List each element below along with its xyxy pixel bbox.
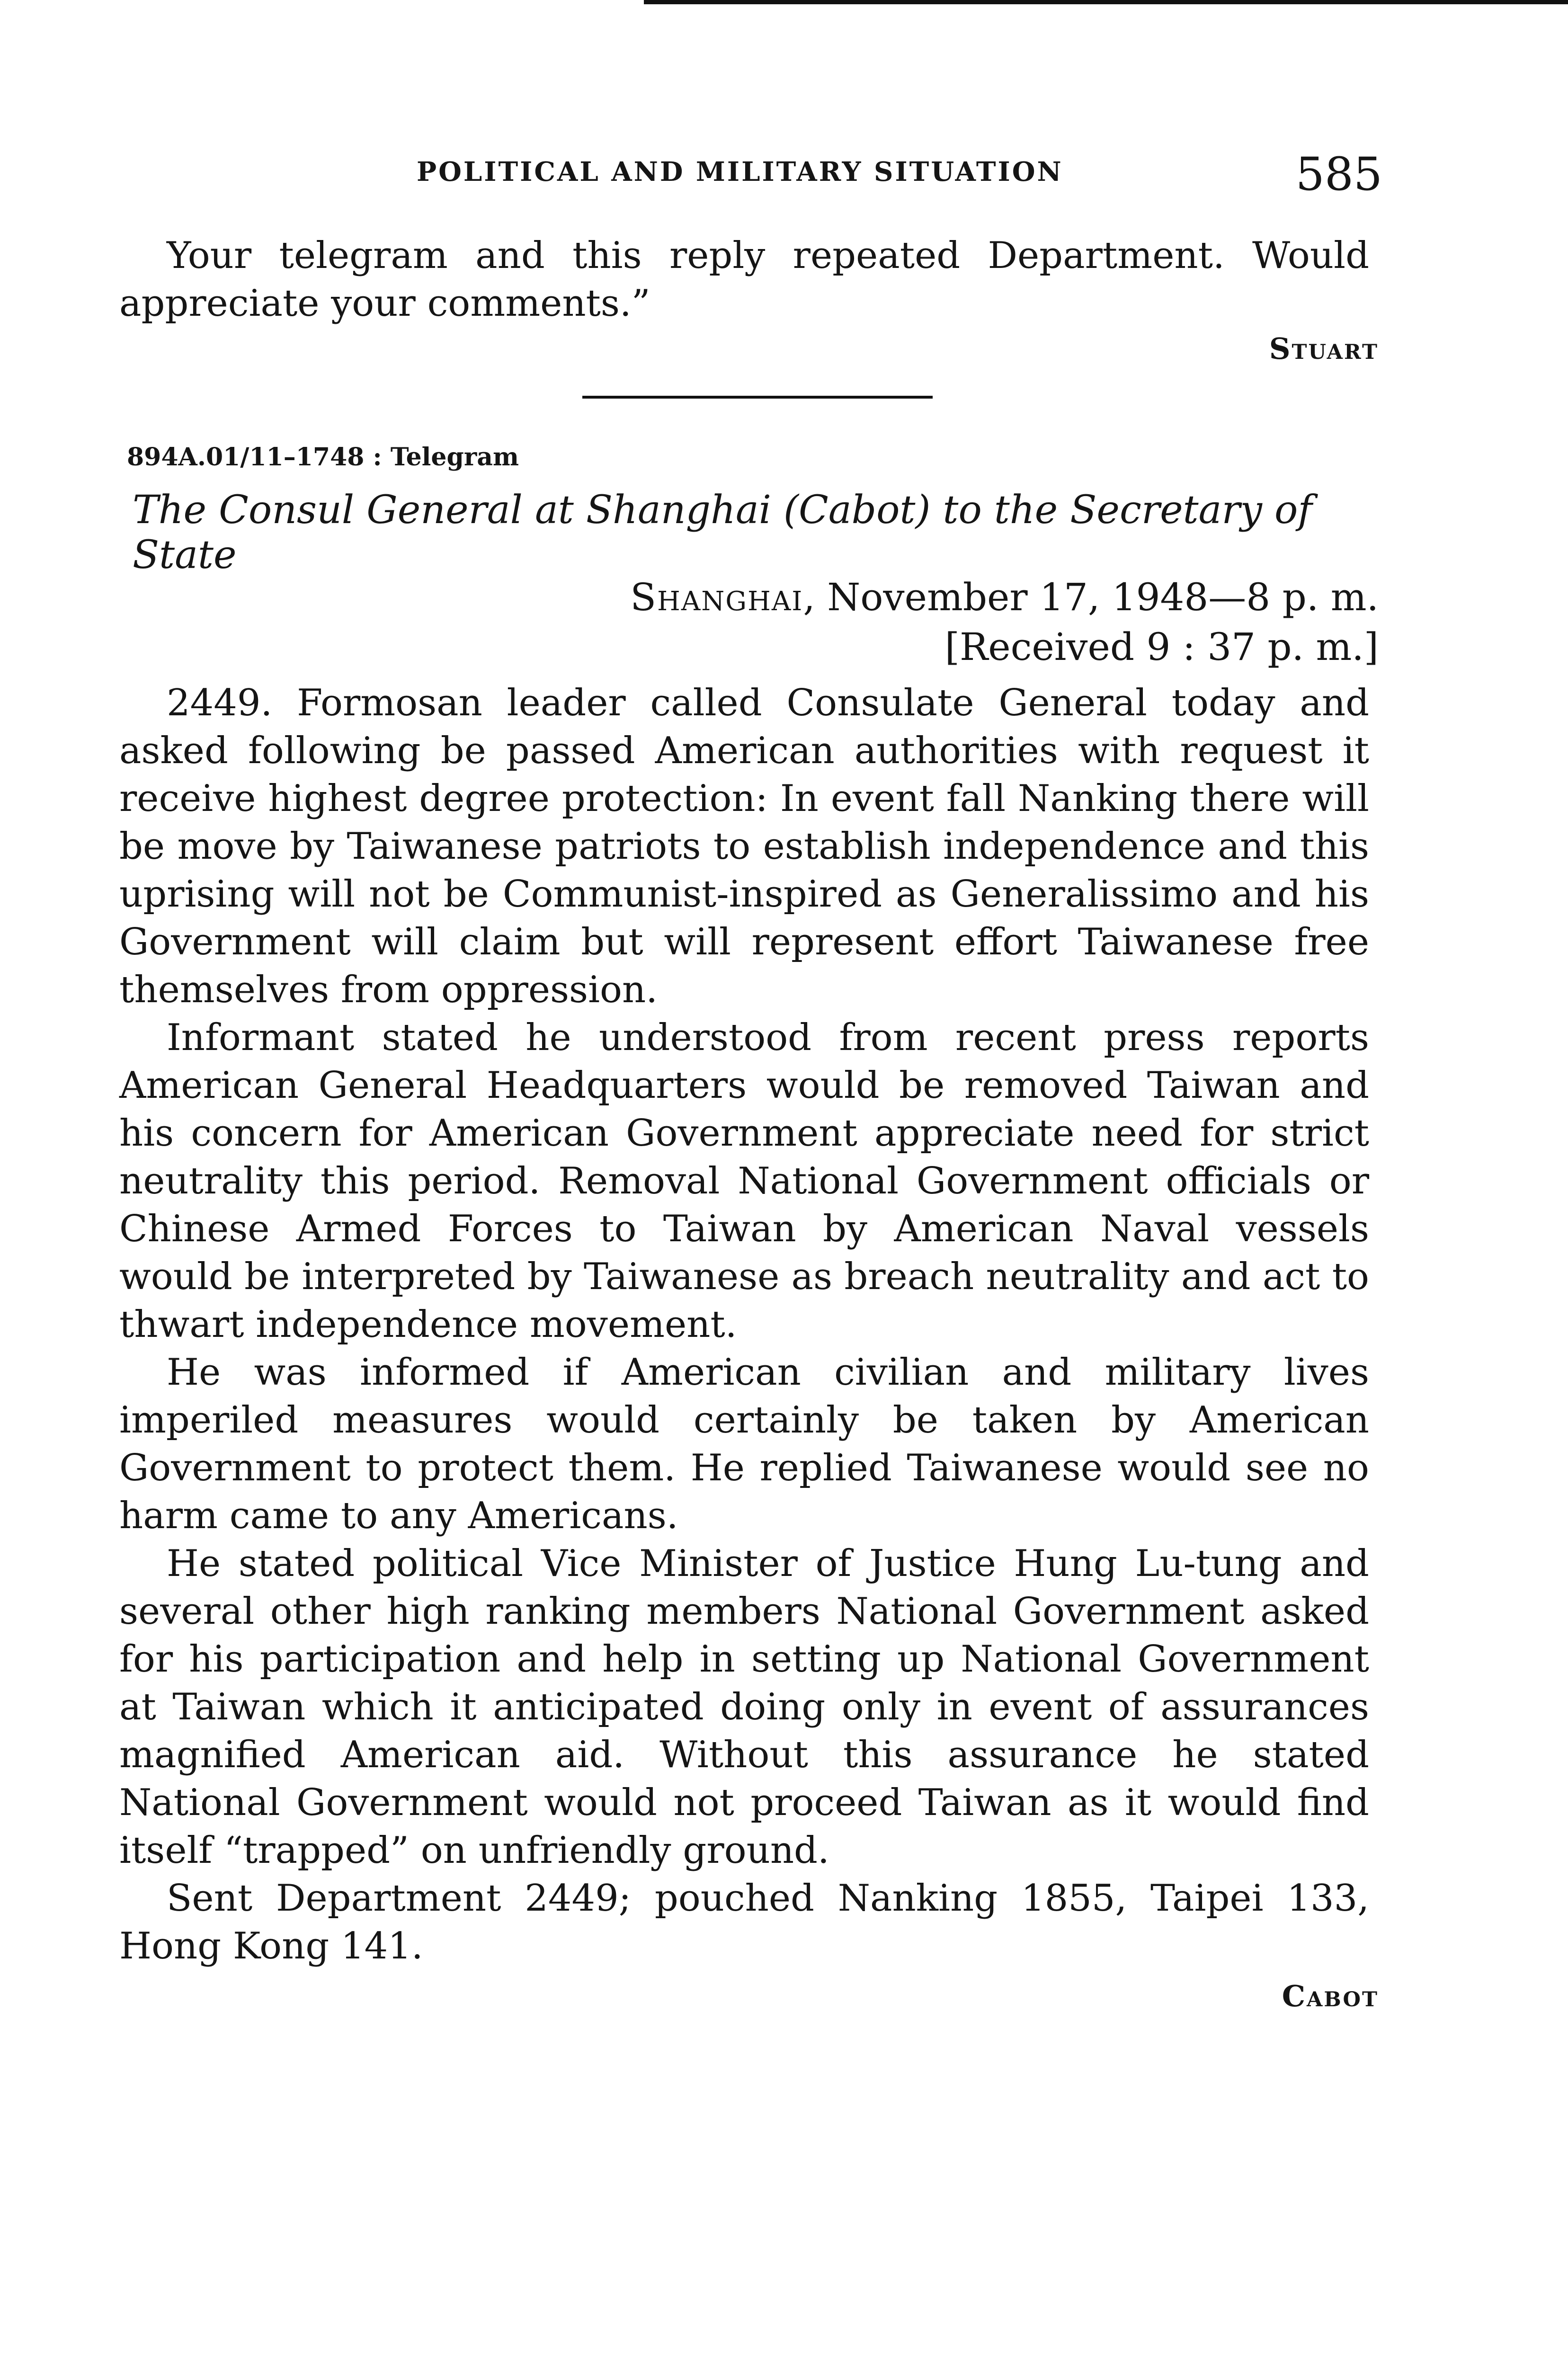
body-paragraph: 2449. Formosan leader called Consulate General today and asked following be passed American authorities with request it receive highest degree protection: In event fall Nanking there will be move by Taiwanese patriots to establish independence and this uprising will not be Communist-inspired as Generalissimo and his Government will claim but will represent effort Taiwanese free themselves from oppression.: [119, 682, 1369, 1011]
running-head: POLITICAL AND MILITARY SITUATION: [417, 156, 1063, 187]
signature-cabot: Cabot: [1282, 1979, 1379, 2013]
top-edge-rule: [644, 0, 1568, 4]
telegram-body: [119, 679, 1369, 1970]
dateline-date: , November 17, 1948—8 p. m.: [803, 575, 1379, 619]
section-divider: [582, 396, 933, 399]
page-header: [417, 148, 1382, 201]
dateline: [630, 575, 1379, 619]
body-paragraph: Sent Department 2449; pouched Nanking 1855, Taipei 133, Hong Kong 141.: [119, 1877, 1369, 1967]
signature-stuart: Stuart: [1269, 331, 1379, 366]
dateline-place: Shanghai: [630, 575, 803, 619]
body-paragraph: He was informed if American civilian and military lives imperiled measures would certainly be taken by American Government to protect them. He replied Taiwanese would see no harm came to any Americans.: [119, 1351, 1369, 1537]
document-title: The Consul General at Shanghai (Cabot) to the Secretary of State: [133, 488, 1312, 578]
prior-document-closing: [119, 232, 1369, 328]
received-line: [Received 9 : 37 p. m.]: [944, 625, 1379, 669]
document-reference: 894A.01/11–1748 : Telegram: [127, 443, 519, 472]
page-number: 585: [1295, 148, 1382, 201]
body-paragraph: Informant stated he understood from recent press reports American General Headquarters would be removed Taiwan and his concern for American Government appreciate need for strict neutrality this period. Removal National Government officials or Chinese Armed Forces to Taiwan by American Naval vessels would be interpreted by Taiwanese as breach neutrality and act to thwart independence movement.: [119, 1016, 1369, 1346]
closing-paragraph: Your telegram and this reply repeated Department. Would appreciate your comments.”: [119, 234, 1369, 325]
body-paragraph: He stated political Vice Minister of Justice Hung Lu-tung and several other high ranking members National Government asked for his participation and help in setting up National Government at Taiwan which it anticipated doing only in event of assurances magnified American aid. Without this assurance he stated National Government would not proceed Taiwan as it would find itself “trapped” on unfriendly ground.: [119, 1542, 1369, 1872]
